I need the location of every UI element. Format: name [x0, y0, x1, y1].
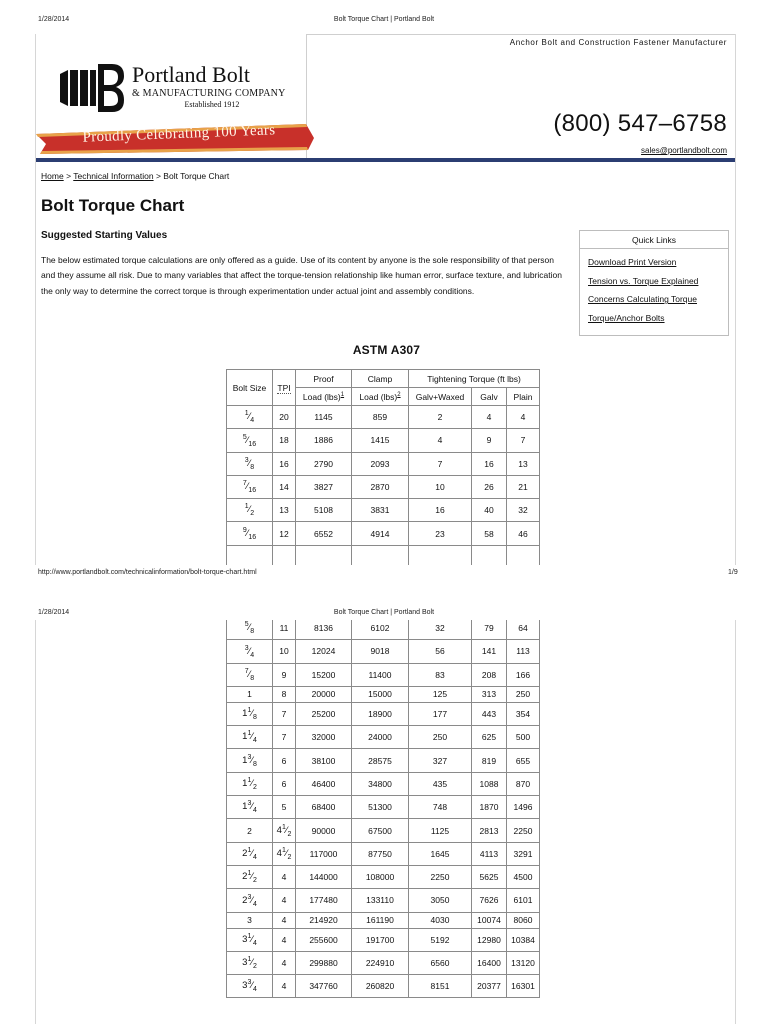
cell-tpi: 16: [273, 452, 296, 475]
quick-link-anchor-bolts[interactable]: Torque/Anchor Bolts: [588, 312, 665, 323]
cell-proof-load: 90000: [296, 819, 352, 842]
cell-galv: 16: [472, 452, 507, 475]
cell-plain: 3291: [507, 842, 540, 865]
table-row: [227, 499, 540, 522]
logo-name: Portland Bolt: [132, 62, 250, 87]
cell-tpi: 6: [273, 749, 296, 772]
table-row: [227, 772, 540, 795]
cell-proof-load: 8136: [296, 620, 352, 640]
cell-galv-waxed: 16: [409, 499, 472, 522]
cell-proof-load: 1886: [296, 429, 352, 452]
cell-proof-load: 25200: [296, 702, 352, 725]
print-doc-title: Bolt Torque Chart | Portland Bolt: [333, 16, 435, 23]
cell-clamp-load: 28575: [352, 749, 409, 772]
quick-link-print-version[interactable]: Download Print Version: [588, 257, 677, 267]
cell-bolt-size: $^9⁄_{16}$: [227, 522, 273, 545]
table-row: [227, 620, 540, 640]
cell-galv: 79: [472, 620, 507, 640]
table-row: [227, 475, 540, 498]
print-date: 1/28/2014: [38, 16, 70, 23]
cell-plain: 2250: [507, 819, 540, 842]
breadcrumb-separator: >: [155, 171, 161, 181]
header-tightening-torque: Tightening Torque (ft lbs): [409, 370, 540, 388]
cell-galv-waxed: 6560: [409, 951, 472, 974]
cell-tpi: 7: [273, 702, 296, 725]
table-row: [227, 640, 540, 663]
cell-bolt-size: $^1⁄_4$: [227, 406, 273, 429]
logo-subtitle: & MANUFACTURING COMPANY: [132, 88, 286, 99]
cell-galv: 58: [472, 522, 507, 545]
table-row: [227, 842, 540, 865]
cell-proof-load: 12024: [296, 640, 352, 663]
footnote-2-link[interactable]: 2: [397, 391, 401, 398]
quick-links-box: [579, 230, 729, 336]
header-clamp-load: [352, 388, 409, 406]
cell-tpi: 4: [273, 975, 296, 998]
cell-galv-waxed: 2250: [409, 865, 472, 888]
print-doc-title: Bolt Torque Chart | Portland Bolt: [333, 609, 435, 616]
cell-clamp-load: 1415: [352, 429, 409, 452]
cell-plain: 13: [507, 452, 540, 475]
cell-plain: 6101: [507, 889, 540, 912]
table-row: [227, 429, 540, 452]
cell-tpi: 4: [273, 865, 296, 888]
email-link[interactable]: sales@portlandbolt.com: [641, 146, 727, 155]
cell-plain: 250: [507, 686, 540, 702]
cell-galv-waxed: 2: [409, 406, 472, 429]
cell-bolt-size: $1^3⁄_4$: [227, 796, 273, 819]
cell-bolt-size: $^5⁄_{16}$: [227, 429, 273, 452]
cell-clamp-load: 9018: [352, 640, 409, 663]
banner-text: Proudly Celebrating 100 Years: [82, 122, 276, 146]
cell-proof-load: 3827: [296, 475, 352, 498]
cell-galv: 313: [472, 686, 507, 702]
cell-galv-waxed: 125: [409, 686, 472, 702]
cell-galv-waxed: 3050: [409, 889, 472, 912]
cell-galv-waxed: 7: [409, 452, 472, 475]
header-galv-waxed: Galv+Waxed: [409, 388, 472, 406]
cell-galv: 625: [472, 726, 507, 749]
cell-clamp-load: 15000: [352, 686, 409, 702]
cell-tpi: 4: [273, 951, 296, 974]
cell-bolt-size: $3^1⁄_4$: [227, 928, 273, 951]
cell-galv-waxed: 748: [409, 796, 472, 819]
cell-proof-load: 255600: [296, 928, 352, 951]
cell-bolt-size: $1^3⁄_8$: [227, 749, 273, 772]
header-tpi: [273, 370, 296, 406]
cell-bolt-size: 3: [227, 912, 273, 928]
cell-tpi: 7: [273, 726, 296, 749]
table-row: [227, 865, 540, 888]
cell-galv-waxed: 10: [409, 475, 472, 498]
cell-galv: 1088: [472, 772, 507, 795]
table-row: [227, 663, 540, 686]
cell-bolt-size: $^7⁄_{16}$: [227, 475, 273, 498]
cell-proof-load: 177480: [296, 889, 352, 912]
cell-tpi: 18: [273, 429, 296, 452]
cell-bolt-size: $1^1⁄_2$: [227, 772, 273, 795]
table-row: [227, 951, 540, 974]
cell-proof-load: 20000: [296, 686, 352, 702]
cell-bolt-size: $2^1⁄_4$: [227, 842, 273, 865]
header-rule: [36, 158, 735, 162]
cell-proof-load: 2790: [296, 452, 352, 475]
cell-bolt-size: $1^1⁄_4$: [227, 726, 273, 749]
cell-tpi: 4: [273, 889, 296, 912]
cell-bolt-size: $^7⁄_8$: [227, 663, 273, 686]
cell-galv: 7626: [472, 889, 507, 912]
cell-clamp-load: 6102: [352, 620, 409, 640]
cell-clamp-load: 2870: [352, 475, 409, 498]
cell-galv-waxed: 8151: [409, 975, 472, 998]
cell-plain: 4: [507, 406, 540, 429]
table-row: [227, 796, 540, 819]
cell-bolt-size: $^3⁄_4$: [227, 640, 273, 663]
cell-clamp-load: 133110: [352, 889, 409, 912]
print-url: http://www.portlandbolt.com/technicalinformation/bolt-torque-chart.html: [38, 569, 257, 576]
cell-galv-waxed: 32: [409, 620, 472, 640]
torque-table-part-2: [226, 620, 540, 998]
cell-bolt-size: $^1⁄_2$: [227, 499, 273, 522]
print-page-number: 1/9: [728, 569, 738, 576]
cell-plain: 16301: [507, 975, 540, 998]
table-row: [227, 749, 540, 772]
cell-galv-waxed: 1645: [409, 842, 472, 865]
cell-tpi: 8: [273, 686, 296, 702]
cell-galv: 4113: [472, 842, 507, 865]
cell-galv: 1870: [472, 796, 507, 819]
phone-number[interactable]: (800) 547–6758: [553, 110, 727, 137]
cell-galv-waxed: 5192: [409, 928, 472, 951]
cell-clamp-load: 859: [352, 406, 409, 429]
cell-tpi: 20: [273, 406, 296, 429]
cell-galv: 10074: [472, 912, 507, 928]
cell-proof-load: 214920: [296, 912, 352, 928]
cell-galv-waxed: 23: [409, 522, 472, 545]
torque-table-part-1: [226, 369, 540, 565]
cell-galv-waxed: 56: [409, 640, 472, 663]
cell-tpi: 4: [273, 928, 296, 951]
breadcrumb-current: Bolt Torque Chart: [163, 171, 230, 181]
cell-bolt-size: $2^3⁄_4$: [227, 889, 273, 912]
cell-tpi: $4^1⁄_2$: [273, 819, 296, 842]
cell-clamp-load: 51300: [352, 796, 409, 819]
cell-proof-load: 6552: [296, 522, 352, 545]
cell-plain: 655: [507, 749, 540, 772]
cell-proof-load: 46400: [296, 772, 352, 795]
footnote-1-link[interactable]: 1: [340, 391, 345, 398]
header-plain: Plain: [507, 388, 540, 406]
cell-bolt-size: 2: [227, 819, 273, 842]
cell-bolt-size: $1^1⁄_8$: [227, 702, 273, 725]
logo[interactable]: [56, 58, 296, 118]
cell-bolt-size: 1: [227, 686, 273, 702]
quick-link-concerns-calculating[interactable]: Concerns Calculating Torque: [588, 294, 697, 305]
cell-galv: 443: [472, 702, 507, 725]
cell-bolt-size: $2^1⁄_2$: [227, 865, 273, 888]
table-row: [227, 928, 540, 951]
cell-clamp-load: 108000: [352, 865, 409, 888]
cell-proof-load: 347760: [296, 975, 352, 998]
header-proof-load-label: Load (lbs): [302, 391, 341, 402]
cell-plain: 7: [507, 429, 540, 452]
table-row: [227, 912, 540, 928]
cell-proof-load: 15200: [296, 663, 352, 686]
cell-galv: 12980: [472, 928, 507, 951]
cell-galv: 5625: [472, 865, 507, 888]
cell-clamp-load: 3831: [352, 499, 409, 522]
cell-galv-waxed: 250: [409, 726, 472, 749]
cell-proof-load: 144000: [296, 865, 352, 888]
cell-clamp-load: 224910: [352, 951, 409, 974]
cell-clamp-load: 18900: [352, 702, 409, 725]
cell-plain: 64: [507, 620, 540, 640]
cell-plain: 4500: [507, 865, 540, 888]
cell-clamp-load: 67500: [352, 819, 409, 842]
table-row: [227, 686, 540, 702]
centennial-banner: [36, 122, 316, 154]
cell-plain: 1496: [507, 796, 540, 819]
cell-galv: 141: [472, 640, 507, 663]
cell-plain: 46: [507, 522, 540, 545]
cell-galv: 208: [472, 663, 507, 686]
breadcrumb: [41, 171, 229, 181]
table-row: [227, 702, 540, 725]
cell-plain: 500: [507, 726, 540, 749]
header-clamp-load-label: Load (lbs): [359, 391, 398, 402]
cell-galv: 40: [472, 499, 507, 522]
cell-plain: 8060: [507, 912, 540, 928]
header-tpi-label: TPI: [277, 382, 291, 393]
cell-plain: 870: [507, 772, 540, 795]
cell-tpi: 9: [273, 663, 296, 686]
cell-clamp-load: 87750: [352, 842, 409, 865]
bolt-logo-icon: [56, 60, 126, 116]
page-2: [35, 620, 736, 1024]
cell-bolt-size: $^5⁄_8$: [227, 620, 273, 640]
header-proof: Proof: [296, 370, 352, 388]
table-row: [227, 406, 540, 429]
cell-bolt-size: $^3⁄_8$: [227, 452, 273, 475]
cell-proof-load: 117000: [296, 842, 352, 865]
table-row: [227, 452, 540, 475]
cell-proof-load: 299880: [296, 951, 352, 974]
cell-galv-waxed: 177: [409, 702, 472, 725]
cell-galv: 2813: [472, 819, 507, 842]
cell-galv-waxed: 4: [409, 429, 472, 452]
breadcrumb-technical-link[interactable]: Technical Information: [73, 171, 154, 181]
cell-galv-waxed: 327: [409, 749, 472, 772]
cell-tpi: 14: [273, 475, 296, 498]
header-proof-load: [296, 388, 352, 406]
cell-plain: 10384: [507, 928, 540, 951]
cell-bolt-size: $3^3⁄_4$: [227, 975, 273, 998]
site-header: [36, 34, 735, 162]
header-bolt-size: Bolt Size: [227, 370, 273, 406]
cell-proof-load: 5108: [296, 499, 352, 522]
cell-tpi: 4: [273, 912, 296, 928]
cell-plain: 166: [507, 663, 540, 686]
cell-plain: 354: [507, 702, 540, 725]
quick-link-tension-vs-torque[interactable]: Tension vs. Torque Explained: [588, 275, 699, 286]
cell-galv-waxed: 4030: [409, 912, 472, 928]
cell-bolt-size: $3^1⁄_2$: [227, 951, 273, 974]
table-row: [227, 889, 540, 912]
table-title: ASTM A307: [352, 343, 421, 357]
table-row: [227, 726, 540, 749]
cell-tpi: 11: [273, 620, 296, 640]
cell-proof-load: 1145: [296, 406, 352, 429]
tagline: Anchor Bolt and Construction Fastener Manufacturer: [509, 38, 727, 47]
disclaimer-paragraph: The below estimated torque calculations are only offered as a guide. Use of its content by anyone is the sole responsibility of that person and they assume all risk. Due to many variables that affect the torque-tension relationship like human error, surface texture, and lubrication the only way to determine the correct torque is through experimentation under actual joint and assembly conditions.: [41, 255, 562, 296]
cell-plain: 113: [507, 640, 540, 663]
cell-tpi: 10: [273, 640, 296, 663]
cell-tpi: 13: [273, 499, 296, 522]
cell-galv-waxed: 1125: [409, 819, 472, 842]
cell-clamp-load: 34800: [352, 772, 409, 795]
cell-tpi: 6: [273, 772, 296, 795]
cell-clamp-load: 2093: [352, 452, 409, 475]
cell-clamp-load: 260820: [352, 975, 409, 998]
breadcrumb-home-link[interactable]: Home: [41, 171, 64, 181]
logo-established: Established 1912: [184, 100, 240, 109]
cell-clamp-load: 24000: [352, 726, 409, 749]
cell-galv: 4: [472, 406, 507, 429]
cell-tpi: 12: [273, 522, 296, 545]
cell-proof-load: 38100: [296, 749, 352, 772]
cell-tpi: $4^1⁄_2$: [273, 842, 296, 865]
page-1: [35, 34, 736, 565]
cell-galv: 20377: [472, 975, 507, 998]
table-row: [227, 522, 540, 545]
breadcrumb-separator: >: [66, 171, 72, 181]
cell-galv: 26: [472, 475, 507, 498]
cell-clamp-load: 191700: [352, 928, 409, 951]
quick-links-heading: Quick Links: [580, 231, 728, 249]
header-galv: Galv: [472, 388, 507, 406]
cell-tpi: 5: [273, 796, 296, 819]
cell-galv: 9: [472, 429, 507, 452]
table-row: [227, 819, 540, 842]
cell-galv: 16400: [472, 951, 507, 974]
cell-proof-load: 68400: [296, 796, 352, 819]
print-date: 1/28/2014: [38, 609, 70, 616]
cell-plain: 21: [507, 475, 540, 498]
cell-galv-waxed: 435: [409, 772, 472, 795]
cell-clamp-load: 161190: [352, 912, 409, 928]
cell-galv: 819: [472, 749, 507, 772]
cell-plain: 13120: [507, 951, 540, 974]
cell-galv-waxed: 83: [409, 663, 472, 686]
table-row: [227, 975, 540, 998]
cell-proof-load: 32000: [296, 726, 352, 749]
cell-plain: 32: [507, 499, 540, 522]
section-subtitle: Suggested Starting Values: [41, 230, 168, 241]
header-clamp: Clamp: [352, 370, 409, 388]
cell-clamp-load: 4914: [352, 522, 409, 545]
cell-clamp-load: 11400: [352, 663, 409, 686]
page-title: Bolt Torque Chart: [41, 196, 185, 215]
